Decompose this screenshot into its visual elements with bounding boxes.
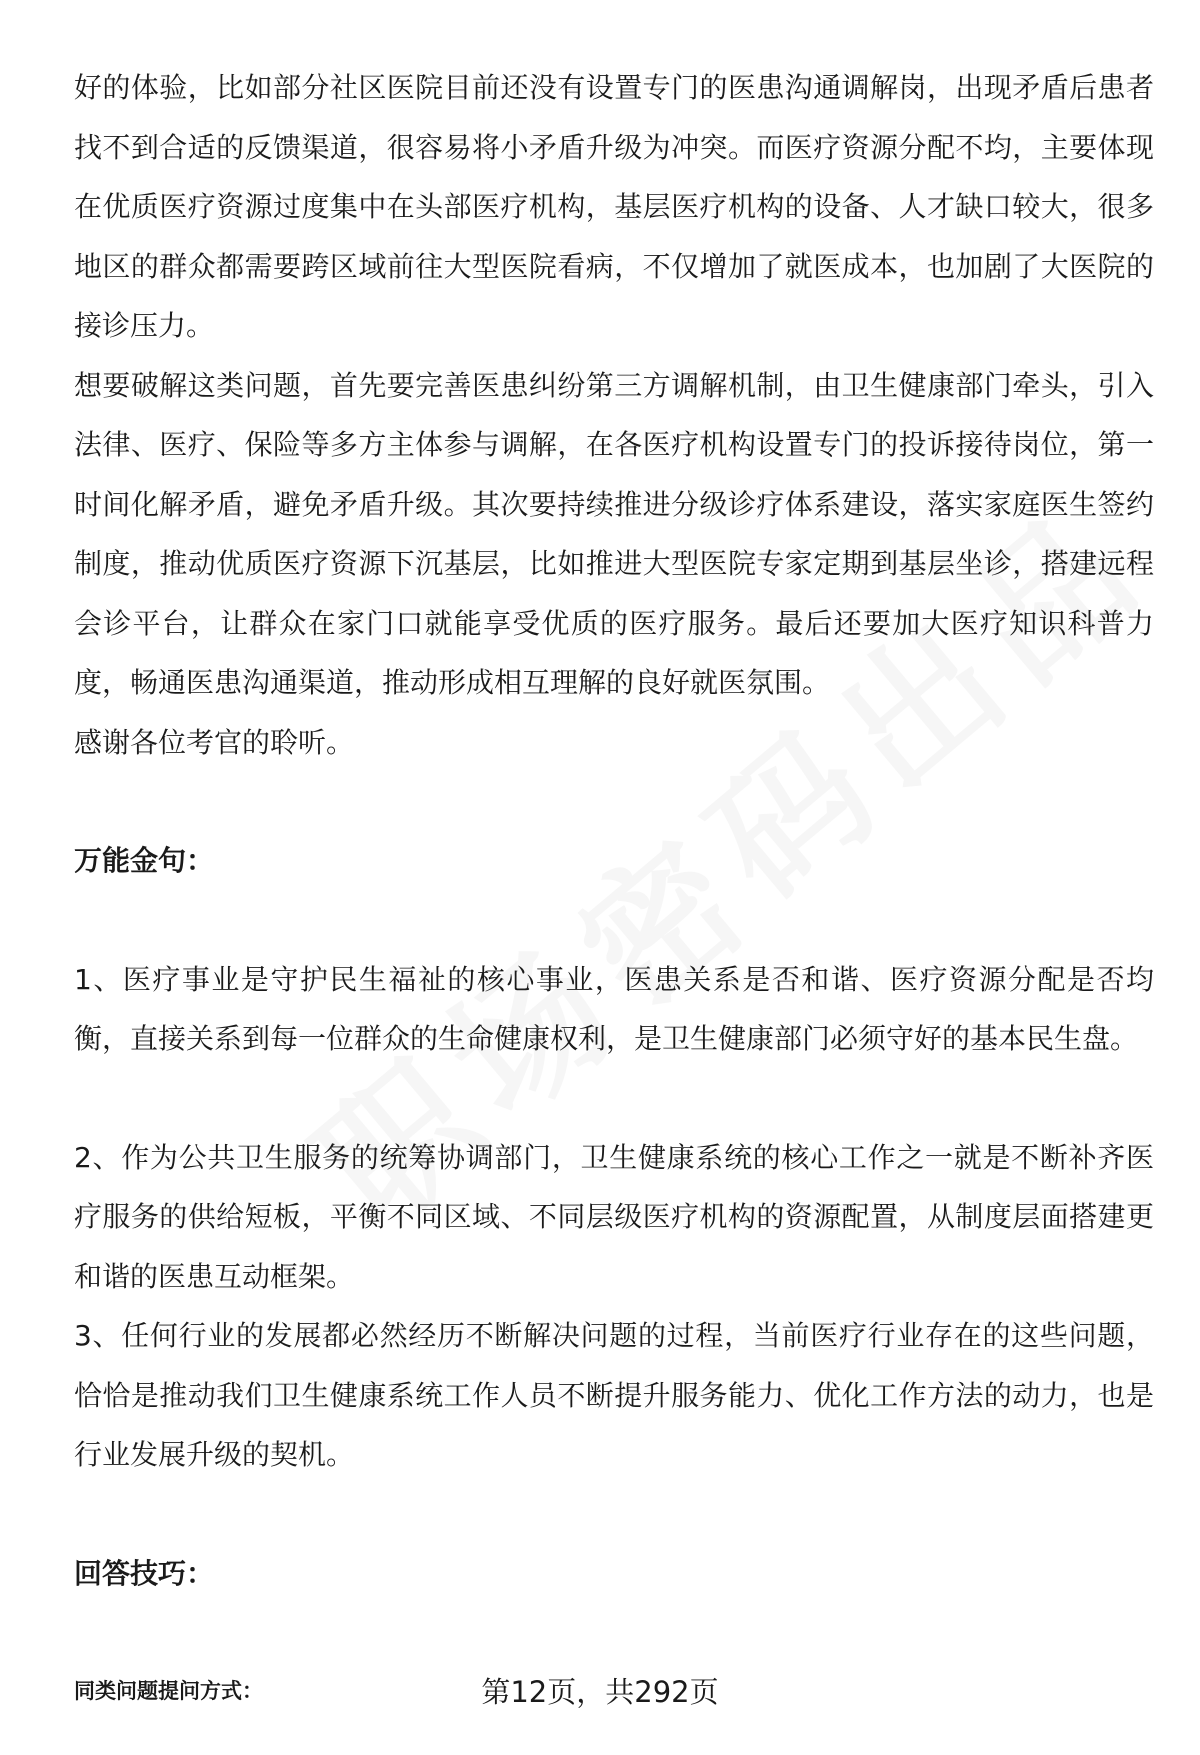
golden-sentence-1: 1、医疗事业是守护民生福祉的核心事业，医患关系是否和谐、医疗资源分配是否均衡，直接关系到每一位群众的生命健康权利，是卫生健康部门必须守好的基本民生盘。 <box>74 962 1154 1055</box>
page-number: 第12页，共292页 <box>481 1675 719 1709</box>
spacer <box>74 772 1154 831</box>
golden-sentences-heading: 万能金句： <box>74 844 215 877</box>
paragraph-thanks: 感谢各位考官的聆听。 <box>74 725 355 759</box>
spacer <box>74 891 1154 950</box>
golden-sentence-2: 2、作为公共卫生服务的统筹协调部门，卫生健康系统的核心工作之一就是不断补齐医疗服务的供给短板，平衡不同区域、不同层级医疗机构的资源配置，从制度层面搭建更和谐的医患互动框架。 <box>74 1140 1154 1293</box>
paragraph-solutions: 想要破解这类问题，首先要完善医患纠纷第三方调解机制，由卫生健康部门牵头，引入法律、医疗、保险等多方主体参与调解，在各医疗机构设置专门的投诉接待岗位，第一时间化解矛盾，避免矛盾升级。其次要持续推进分级诊疗体系建设，落实家庭医生签约制度，推动优质医疗资源下沉基层，比如推进大型医院专家定期到基层坐诊，搭建远程会诊平台，让群众在家门口就能享受优质的医疗服务。最后还要加大医疗知识科普力度，畅通医患沟通渠道，推动形成相互理解的良好就医氛围。 <box>74 368 1154 699</box>
document-body <box>74 58 1154 1722</box>
spacer <box>74 1485 1154 1544</box>
golden-sentence-3: 3、任何行业的发展都必然经历不断解决问题的过程，当前医疗行业存在的这些问题，恰恰是推动我们卫生健康系统工作人员不断提升服务能力、优化工作方法的动力，也是行业发展升级的契机。 <box>74 1319 1154 1471</box>
similar-questions-heading: 同类问题提问方式： <box>74 1679 263 1703</box>
answer-tips-heading: 回答技巧： <box>74 1556 215 1590</box>
spacer <box>74 1603 1154 1662</box>
spacer <box>74 1069 1154 1128</box>
paragraph-problem-analysis: 好的体验，比如部分社区医院目前还没有设置专门的医患沟通调解岗，出现矛盾后患者找不到合适的反馈渠道，很容易将小矛盾升级为冲突。而医疗资源分配不均，主要体现在优质医疗资源过度集中在头部医疗机构，基层医疗机构的设备、人才缺口较大，很多地区的群众都需要跨区域前往大型医院看病，不仅增加了就医成本，也加剧了大医院的接诊压力。 <box>74 71 1154 342</box>
